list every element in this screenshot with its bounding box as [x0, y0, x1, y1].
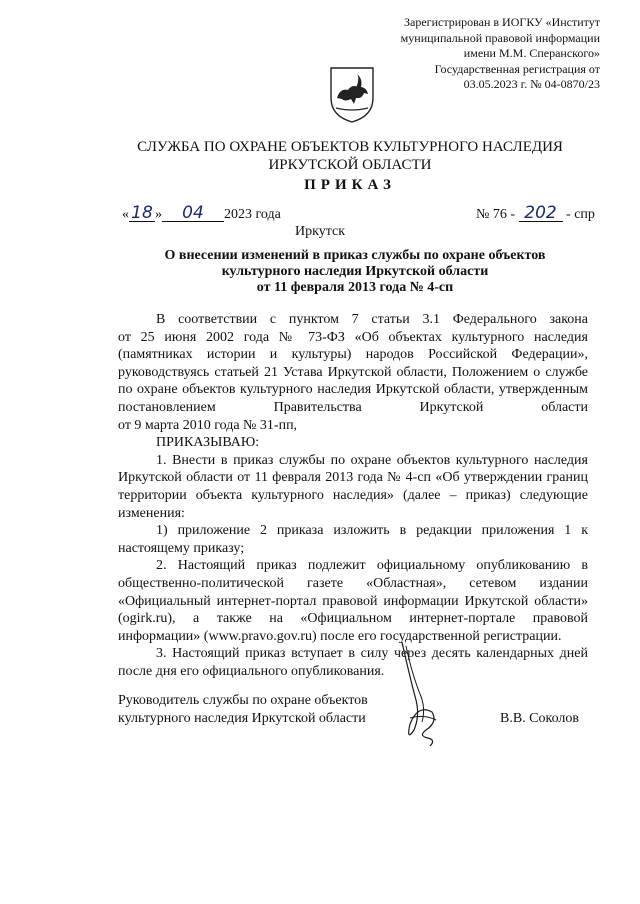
registration-stamp [360, 15, 600, 93]
subject-line: культурного наследия Иркутской области [221, 264, 489, 279]
registration-line: имени М.М. Сперанского» [463, 46, 600, 60]
registration-line: Зарегистрирован в ИОГКУ «Институт [403, 15, 600, 29]
preamble-line: постановлением Правительства Иркутской области [118, 399, 588, 415]
item-2-line: (ogirk.ru), а также на «Официальном интернет-портале правовой [118, 611, 588, 627]
item-1-line: Иркутской области от 11 февраля 2013 года № 4-сп «Об утверждении границ [118, 470, 588, 486]
item-2-line: информации» (www.pravo.gov.ru) после его государственной регистрации. [118, 628, 562, 644]
signatory-position-line1: Руководитель службы по охране объектов [118, 693, 368, 708]
item-1-line: изменения: [118, 505, 185, 521]
irkutsk-coat-of-arms-icon [328, 66, 376, 124]
order-word: ПРИКАЗЫВАЮ: [156, 435, 260, 451]
item-2-line: общественно-политической газете «Областная», сетевом издании [118, 575, 588, 591]
registration-line: 03.05.2023 г. № 04-0870/23 [463, 77, 600, 91]
item-1-line: территории объекта культурного наследия» (далее – приказ) следующие [118, 487, 588, 503]
signatory-position-line2: культурного наследия Иркутской области [118, 711, 366, 726]
handwritten-signature [380, 638, 450, 748]
organization-name-line1: СЛУЖБА ПО ОХРАНЕ ОБЪЕКТОВ КУЛЬТУРНОГО НАСЛЕДИЯ [137, 139, 563, 155]
number-handwritten: 202 [519, 205, 563, 222]
order-date [122, 205, 281, 223]
item-1-line: 1. Внести в приказ службы по охране объектов культурного наследия [156, 452, 588, 468]
registration-line: Государственная регистрация от [434, 61, 600, 76]
item-3-line: 3. Настоящий приказ вступает в силу через десять календарных дней [156, 646, 588, 662]
order-number [476, 205, 595, 223]
date-month: 04 [162, 205, 224, 222]
preamble-line: по охране объектов культурного наследия Иркутской области, утвержденным [118, 382, 588, 398]
preamble-line: руководствуясь статьей 21 Устава Иркутской области, Положением о службе [118, 364, 588, 380]
document-type-title: ПРИКАЗ [304, 177, 396, 193]
date-open-quote: « [122, 207, 129, 222]
date-day: 18 [129, 205, 155, 222]
signatory-name: В.В. Соколов [500, 711, 580, 726]
item-1-1-line: настоящему приказу; [118, 540, 245, 556]
preamble-line: (памятниках истории и культуры) народов Российской Федерации», [118, 347, 588, 363]
preamble-line: от 25 июня 2002 года № 73-ФЗ «Об объектах культурного наследия [118, 329, 588, 345]
date-year: 2023 года [224, 207, 281, 222]
order-subject [100, 248, 610, 296]
date-close-quote: » [155, 207, 162, 222]
subject-line: О внесении изменений в приказ службы по охране объектов [164, 248, 546, 263]
item-2-line: 2. Настоящий приказ подлежит официальному опубликованию в [156, 558, 588, 574]
registration-line: муниципальной правовой информации [400, 30, 600, 45]
number-prefix: № 76 - [476, 207, 516, 222]
number-suffix: - спр [566, 207, 595, 222]
city-name: Иркутск [294, 224, 346, 239]
preamble-line: от 9 марта 2010 года № 31-пп, [118, 417, 298, 433]
organization-name-line2: ИРКУТСКОЙ ОБЛАСТИ [268, 157, 432, 173]
item-3-line: после дня его официального опубликования. [118, 663, 385, 679]
item-1-1-line: 1) приложение 2 приказа изложить в редакции приложения 1 к [156, 523, 588, 539]
signatory-position [118, 692, 368, 728]
organization-name [80, 138, 620, 174]
item-2-line: «Официальный интернет-портал правовой информации Иркутской области» [118, 593, 588, 609]
subject-line: от 11 февраля 2013 года № 4-сп [256, 280, 454, 295]
order-body [118, 311, 588, 680]
preamble-line: В соответствии с пунктом 7 статьи 3.1 Федерального закона [156, 312, 588, 327]
